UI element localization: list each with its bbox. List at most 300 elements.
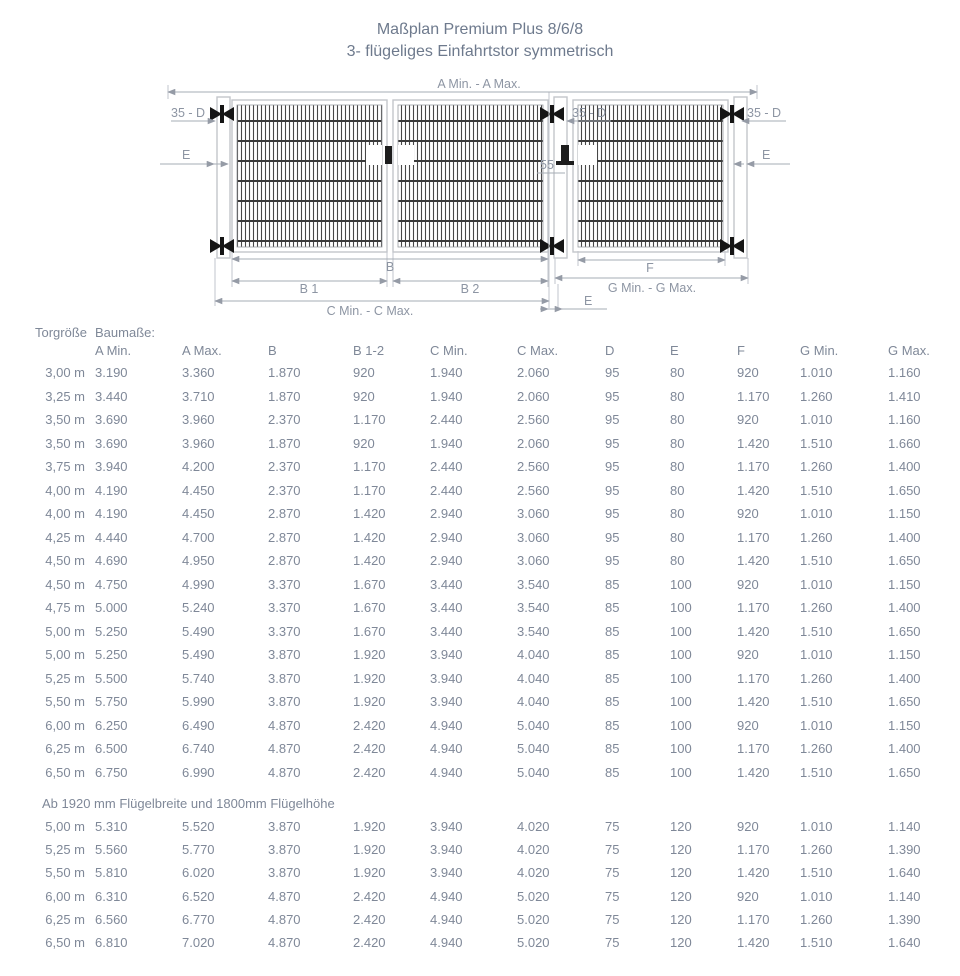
table-cell: 95 <box>605 435 620 451</box>
column-header-c-min: C Min. <box>430 343 468 358</box>
table-cell: 100 <box>670 623 692 639</box>
table-cell: 1.650 <box>888 623 921 639</box>
table-cell: 3.440 <box>430 600 463 616</box>
table-cell: 4.940 <box>430 764 463 780</box>
table-cell: 3.870 <box>268 842 301 858</box>
table-cell: 4.940 <box>430 935 463 951</box>
table-cell: 3,25 m <box>45 388 85 404</box>
table-cell: 920 <box>737 506 759 522</box>
table-section-1 <box>35 361 960 784</box>
table-cell: 5.740 <box>182 670 215 686</box>
table-cell: 1.920 <box>353 647 386 663</box>
table-cell: 3.940 <box>430 647 463 663</box>
table-row <box>35 596 960 620</box>
dim-label-e-right: E <box>762 148 771 162</box>
table-cell: 920 <box>737 888 759 904</box>
table-cell: 1.010 <box>800 647 833 663</box>
table-cell: 3.940 <box>430 670 463 686</box>
table-section-2 <box>35 815 960 954</box>
table-cell: 4.940 <box>430 911 463 927</box>
table-cell: 120 <box>670 819 692 835</box>
dim-label-35d-right: 35 - D <box>747 106 782 120</box>
table-header-row <box>35 343 960 358</box>
table-cell: 6,50 m <box>45 935 85 951</box>
table-row <box>35 455 960 479</box>
table-cell: 1.510 <box>800 764 833 780</box>
table-cell: 4.450 <box>182 506 215 522</box>
table-cell: 1.420 <box>737 764 770 780</box>
dim-label-e-left: E <box>182 148 191 162</box>
table-cell: 95 <box>605 412 620 428</box>
table-cell: 1.010 <box>800 888 833 904</box>
table-cell: 80 <box>670 365 685 381</box>
table-cell: 4.040 <box>517 670 550 686</box>
table-cell: 4.940 <box>430 717 463 733</box>
table-cell: 5.500 <box>95 670 128 686</box>
table-cell: 95 <box>605 482 620 498</box>
table-row <box>35 815 960 838</box>
table-cell: 5.490 <box>182 623 215 639</box>
gate-wings <box>232 100 728 252</box>
table-cell: 1.390 <box>888 842 921 858</box>
table-cell: 4.020 <box>517 819 550 835</box>
table-cell: 1.150 <box>888 506 921 522</box>
column-header-b12: B 1-2 <box>353 343 385 358</box>
table-row <box>35 479 960 503</box>
table-cell: 5.520 <box>182 819 215 835</box>
table-cell: 1.170 <box>737 529 770 545</box>
table-cell: 3.370 <box>268 576 301 592</box>
table-cell: 3.940 <box>95 459 128 475</box>
page-title <box>0 19 960 63</box>
table-cell: 80 <box>670 482 685 498</box>
table-cell: 4,00 m <box>45 506 85 522</box>
table-cell: 4.200 <box>182 459 215 475</box>
table-cell: 1.170 <box>737 911 770 927</box>
table-cell: 100 <box>670 600 692 616</box>
table-cell: 5.020 <box>517 911 550 927</box>
table-cell: 6,00 m <box>45 717 85 733</box>
table-cell: 4.040 <box>517 694 550 710</box>
table-cell: 4.440 <box>95 529 128 545</box>
table-cell: 5.040 <box>517 741 550 757</box>
table-cell: 1.640 <box>888 865 921 881</box>
table-cell: 95 <box>605 553 620 569</box>
table-cell: 2.940 <box>430 529 463 545</box>
table-cell: 3.060 <box>517 506 550 522</box>
table-cell: 85 <box>605 670 620 686</box>
table-cell: 80 <box>670 553 685 569</box>
table-cell: 100 <box>670 741 692 757</box>
column-header-b: B <box>268 343 277 358</box>
table-cell: 2.420 <box>353 741 386 757</box>
table-cell: 4,00 m <box>45 482 85 498</box>
table-cell: 4.190 <box>95 506 128 522</box>
table-cell: 4.940 <box>430 741 463 757</box>
table-row <box>35 714 960 738</box>
table-cell: 1.940 <box>430 435 463 451</box>
table-cell: 1.660 <box>888 435 921 451</box>
column-header-e: E <box>670 343 679 358</box>
table-cell: 100 <box>670 647 692 663</box>
column-header-baumasse: Baumaße: <box>95 325 155 340</box>
table-cell: 1.400 <box>888 670 921 686</box>
column-header-f: F <box>737 343 745 358</box>
column-header-spacer <box>35 343 95 358</box>
table-cell: 3.440 <box>430 623 463 639</box>
table-cell: 6.020 <box>182 865 215 881</box>
table-cell: 4,75 m <box>45 600 85 616</box>
table-row <box>35 385 960 409</box>
dim-label-a: A Min. - A Max. <box>437 77 521 91</box>
table-cell: 5,25 m <box>45 842 85 858</box>
table-cell: 3.870 <box>268 819 301 835</box>
table-cell: 3.940 <box>430 819 463 835</box>
dim-label-e-bottom: E <box>584 294 593 308</box>
table-cell: 2.560 <box>517 482 550 498</box>
table-row <box>35 885 960 908</box>
table-cell: 2.060 <box>517 435 550 451</box>
table-cell: 80 <box>670 529 685 545</box>
table-cell: 1.920 <box>353 865 386 881</box>
table-cell: 1.870 <box>268 435 301 451</box>
table-row <box>35 908 960 931</box>
table-cell: 1.170 <box>737 388 770 404</box>
table-cell: 6.310 <box>95 888 128 904</box>
table-row <box>35 690 960 714</box>
table-cell: 1.150 <box>888 576 921 592</box>
table-cell: 1.010 <box>800 576 833 592</box>
table-cell: 920 <box>737 647 759 663</box>
table-cell: 1.260 <box>800 842 833 858</box>
table-cell: 6.740 <box>182 741 215 757</box>
table-cell: 80 <box>670 459 685 475</box>
table-cell: 120 <box>670 888 692 904</box>
table-cell: 3.060 <box>517 553 550 569</box>
dim-label-35d-left: 35 - D <box>171 106 206 120</box>
table-cell: 4.700 <box>182 529 215 545</box>
table-row <box>35 526 960 550</box>
table-cell: 1.260 <box>800 459 833 475</box>
table-cell: 1.870 <box>268 388 301 404</box>
table-cell: 3,50 m <box>45 412 85 428</box>
table-row <box>35 549 960 573</box>
table-cell: 5.560 <box>95 842 128 858</box>
table-cell: 4.870 <box>268 935 301 951</box>
table-cell: 2.420 <box>353 764 386 780</box>
table-cell: 80 <box>670 388 685 404</box>
table-cell: 5,00 m <box>45 623 85 639</box>
table-cell: 1.400 <box>888 529 921 545</box>
table-cell: 3.870 <box>268 694 301 710</box>
table-cell: 1.510 <box>800 694 833 710</box>
table-cell: 3,50 m <box>45 435 85 451</box>
table-cell: 75 <box>605 819 620 835</box>
table-cell: 5.250 <box>95 647 128 663</box>
table-cell: 75 <box>605 842 620 858</box>
table-cell: 3.870 <box>268 865 301 881</box>
table-cell: 1.510 <box>800 553 833 569</box>
table-cell: 920 <box>737 576 759 592</box>
table-cell: 1.170 <box>353 482 386 498</box>
column-header-d: D <box>605 343 615 358</box>
table-cell: 1.170 <box>737 741 770 757</box>
table-cell: 85 <box>605 647 620 663</box>
table-row <box>35 667 960 691</box>
table-cell: 1.510 <box>800 435 833 451</box>
table-cell: 3.370 <box>268 623 301 639</box>
table-cell: 1.510 <box>800 865 833 881</box>
table-cell: 3,00 m <box>45 365 85 381</box>
table-cell: 3.960 <box>182 412 215 428</box>
table-cell: 1.920 <box>353 842 386 858</box>
table-cell: 2.560 <box>517 412 550 428</box>
table-cell: 3.690 <box>95 435 128 451</box>
table-cell: 4,50 m <box>45 553 85 569</box>
table-cell: 6,50 m <box>45 764 85 780</box>
table-cell: 3.940 <box>430 865 463 881</box>
title-line-2: 3- flügeliges Einfahrtstor symmetrisch <box>346 43 614 60</box>
table-cell: 1.670 <box>353 576 386 592</box>
table-cell: 5.240 <box>182 600 215 616</box>
table-cell: 100 <box>670 694 692 710</box>
table-cell: 1.170 <box>737 600 770 616</box>
table-row <box>35 408 960 432</box>
table-cell: 75 <box>605 911 620 927</box>
table-cell: 1.420 <box>737 553 770 569</box>
table-cell: 85 <box>605 600 620 616</box>
table-cell: 85 <box>605 741 620 757</box>
table-cell: 3.710 <box>182 388 215 404</box>
table-cell: 1.260 <box>800 911 833 927</box>
table-cell: 1.420 <box>737 865 770 881</box>
table-cell: 5.020 <box>517 888 550 904</box>
table-cell: 1.510 <box>800 935 833 951</box>
table-cell: 3.540 <box>517 600 550 616</box>
table-cell: 85 <box>605 717 620 733</box>
table-cell: 4.190 <box>95 482 128 498</box>
table-cell: 1.400 <box>888 741 921 757</box>
table-cell: 920 <box>737 412 759 428</box>
table-cell: 1.940 <box>430 388 463 404</box>
table-cell: 5.040 <box>517 717 550 733</box>
table-cell: 1.650 <box>888 482 921 498</box>
table-cell: 120 <box>670 842 692 858</box>
table-row <box>35 432 960 456</box>
table-cell: 1.170 <box>737 842 770 858</box>
table-cell: 120 <box>670 935 692 951</box>
table-cell: 1.260 <box>800 670 833 686</box>
table-row <box>35 643 960 667</box>
table-cell: 1.010 <box>800 506 833 522</box>
table-cell: 6.520 <box>182 888 215 904</box>
table-cell: 3.190 <box>95 365 128 381</box>
table-cell: 85 <box>605 694 620 710</box>
table-cell: 95 <box>605 529 620 545</box>
table-cell: 4,50 m <box>45 576 85 592</box>
dim-label-f: F <box>646 261 654 275</box>
table-cell: 2.060 <box>517 365 550 381</box>
column-header-c-max: C Max. <box>517 343 559 358</box>
table-cell: 3.940 <box>430 842 463 858</box>
table-cell: 1.670 <box>353 623 386 639</box>
table-cell: 5.040 <box>517 764 550 780</box>
table-cell: 75 <box>605 888 620 904</box>
table-cell: 920 <box>353 435 375 451</box>
table-cell: 4.750 <box>95 576 128 592</box>
table-cell: 1.010 <box>800 717 833 733</box>
table-cell: 1.670 <box>353 600 386 616</box>
table-cell: 2.420 <box>353 717 386 733</box>
table-cell: 2.870 <box>268 506 301 522</box>
table-row <box>35 838 960 861</box>
table-cell: 6.490 <box>182 717 215 733</box>
table-cell: 3.940 <box>430 694 463 710</box>
table-cell: 1.260 <box>800 529 833 545</box>
table-cell: 100 <box>670 764 692 780</box>
table-cell: 1.140 <box>888 888 921 904</box>
table-cell: 1.420 <box>737 935 770 951</box>
table-cell: 2.420 <box>353 935 386 951</box>
table-cell: 1.170 <box>353 459 386 475</box>
table-cell: 1.260 <box>800 388 833 404</box>
table-cell: 3.540 <box>517 576 550 592</box>
table-cell: 5.770 <box>182 842 215 858</box>
table-cell: 2.060 <box>517 388 550 404</box>
table-cell: 1.170 <box>353 412 386 428</box>
table-cell: 75 <box>605 865 620 881</box>
table-cell: 1.010 <box>800 412 833 428</box>
table-cell: 5.250 <box>95 623 128 639</box>
table-cell: 1.420 <box>737 623 770 639</box>
table-cell: 80 <box>670 506 685 522</box>
table-cell: 920 <box>737 819 759 835</box>
table-cell: 6,25 m <box>45 741 85 757</box>
table-cell: 3,75 m <box>45 459 85 475</box>
section-note: Ab 1920 mm Flügelbreite und 1800mm Flügelhöhe <box>42 796 335 811</box>
table-cell: 1.650 <box>888 553 921 569</box>
table-cell: 3.060 <box>517 529 550 545</box>
table-cell: 1.150 <box>888 647 921 663</box>
table-cell: 6.770 <box>182 911 215 927</box>
table-cell: 4.870 <box>268 741 301 757</box>
table-cell: 4.690 <box>95 553 128 569</box>
table-row <box>35 931 960 954</box>
table-cell: 2.870 <box>268 529 301 545</box>
table-cell: 4.020 <box>517 842 550 858</box>
table-cell: 1.400 <box>888 459 921 475</box>
table-cell: 3.870 <box>268 647 301 663</box>
table-cell: 5.750 <box>95 694 128 710</box>
table-cell: 2.560 <box>517 459 550 475</box>
table-cell: 2.870 <box>268 553 301 569</box>
table-cell: 1.160 <box>888 412 921 428</box>
table-cell: 4.870 <box>268 911 301 927</box>
table-cell: 2.420 <box>353 911 386 927</box>
table-cell: 75 <box>605 935 620 951</box>
table-cell: 1.410 <box>888 388 921 404</box>
table-cell: 1.510 <box>800 482 833 498</box>
column-header-a-min: A Min. <box>95 343 132 358</box>
table-cell: 1.920 <box>353 670 386 686</box>
table-cell: 920 <box>737 717 759 733</box>
table-cell: 5.490 <box>182 647 215 663</box>
dim-label-55: 55 <box>540 158 554 172</box>
table-cell: 80 <box>670 435 685 451</box>
table-cell: 80 <box>670 412 685 428</box>
table-cell: 7.020 <box>182 935 215 951</box>
table-row <box>35 737 960 761</box>
table-cell: 1.010 <box>800 365 833 381</box>
table-cell: 3.690 <box>95 412 128 428</box>
table-row <box>35 573 960 597</box>
table-cell: 3.370 <box>268 600 301 616</box>
table-cell: 2.370 <box>268 482 301 498</box>
table-cell: 6,25 m <box>45 911 85 927</box>
column-header-g-max: G Max. <box>888 343 930 358</box>
table-cell: 1.260 <box>800 741 833 757</box>
table-row <box>35 761 960 785</box>
table-cell: 1.920 <box>353 819 386 835</box>
table-cell: 100 <box>670 576 692 592</box>
dim-label-b2: B 2 <box>460 282 480 296</box>
table-cell: 5,00 m <box>45 647 85 663</box>
table-cell: 1.650 <box>888 764 921 780</box>
table-cell: 2.440 <box>430 459 463 475</box>
table-cell: 85 <box>605 623 620 639</box>
table-cell: 2.440 <box>430 412 463 428</box>
table-header-group <box>35 325 960 340</box>
table-cell: 2.420 <box>353 888 386 904</box>
table-cell: 95 <box>605 459 620 475</box>
table-cell: 1.420 <box>737 435 770 451</box>
table-cell: 6.990 <box>182 764 215 780</box>
table-cell: 95 <box>605 506 620 522</box>
table-cell: 5.990 <box>182 694 215 710</box>
table-cell: 4.870 <box>268 764 301 780</box>
table-cell: 920 <box>353 365 375 381</box>
table-cell: 4.040 <box>517 647 550 663</box>
table-cell: 1.420 <box>737 694 770 710</box>
column-header-a-max: A Max. <box>182 343 222 358</box>
table-cell: 1.940 <box>430 365 463 381</box>
title-line-1: Maßplan Premium Plus 8/6/8 <box>376 21 584 38</box>
table-cell: 2.940 <box>430 553 463 569</box>
table-cell: 1.420 <box>353 553 386 569</box>
table-cell: 5,00 m <box>45 819 85 835</box>
table-cell: 1.640 <box>888 935 921 951</box>
table-cell: 3.870 <box>268 670 301 686</box>
table-cell: 1.150 <box>888 717 921 733</box>
table-row <box>35 620 960 644</box>
table-cell: 5.810 <box>95 865 128 881</box>
table-cell: 1.420 <box>737 482 770 498</box>
table-cell: 100 <box>670 717 692 733</box>
table-cell: 1.170 <box>737 459 770 475</box>
gate-diagram <box>0 75 960 327</box>
table-cell: 1.010 <box>800 819 833 835</box>
table-cell: 120 <box>670 911 692 927</box>
table-cell: 95 <box>605 388 620 404</box>
table-cell: 5,50 m <box>45 865 85 881</box>
table-cell: 3.440 <box>95 388 128 404</box>
table-cell: 4.950 <box>182 553 215 569</box>
table-cell: 2.370 <box>268 412 301 428</box>
table-cell: 100 <box>670 670 692 686</box>
table-cell: 1.920 <box>353 694 386 710</box>
table-cell: 6.500 <box>95 741 128 757</box>
table-cell: 3.960 <box>182 435 215 451</box>
